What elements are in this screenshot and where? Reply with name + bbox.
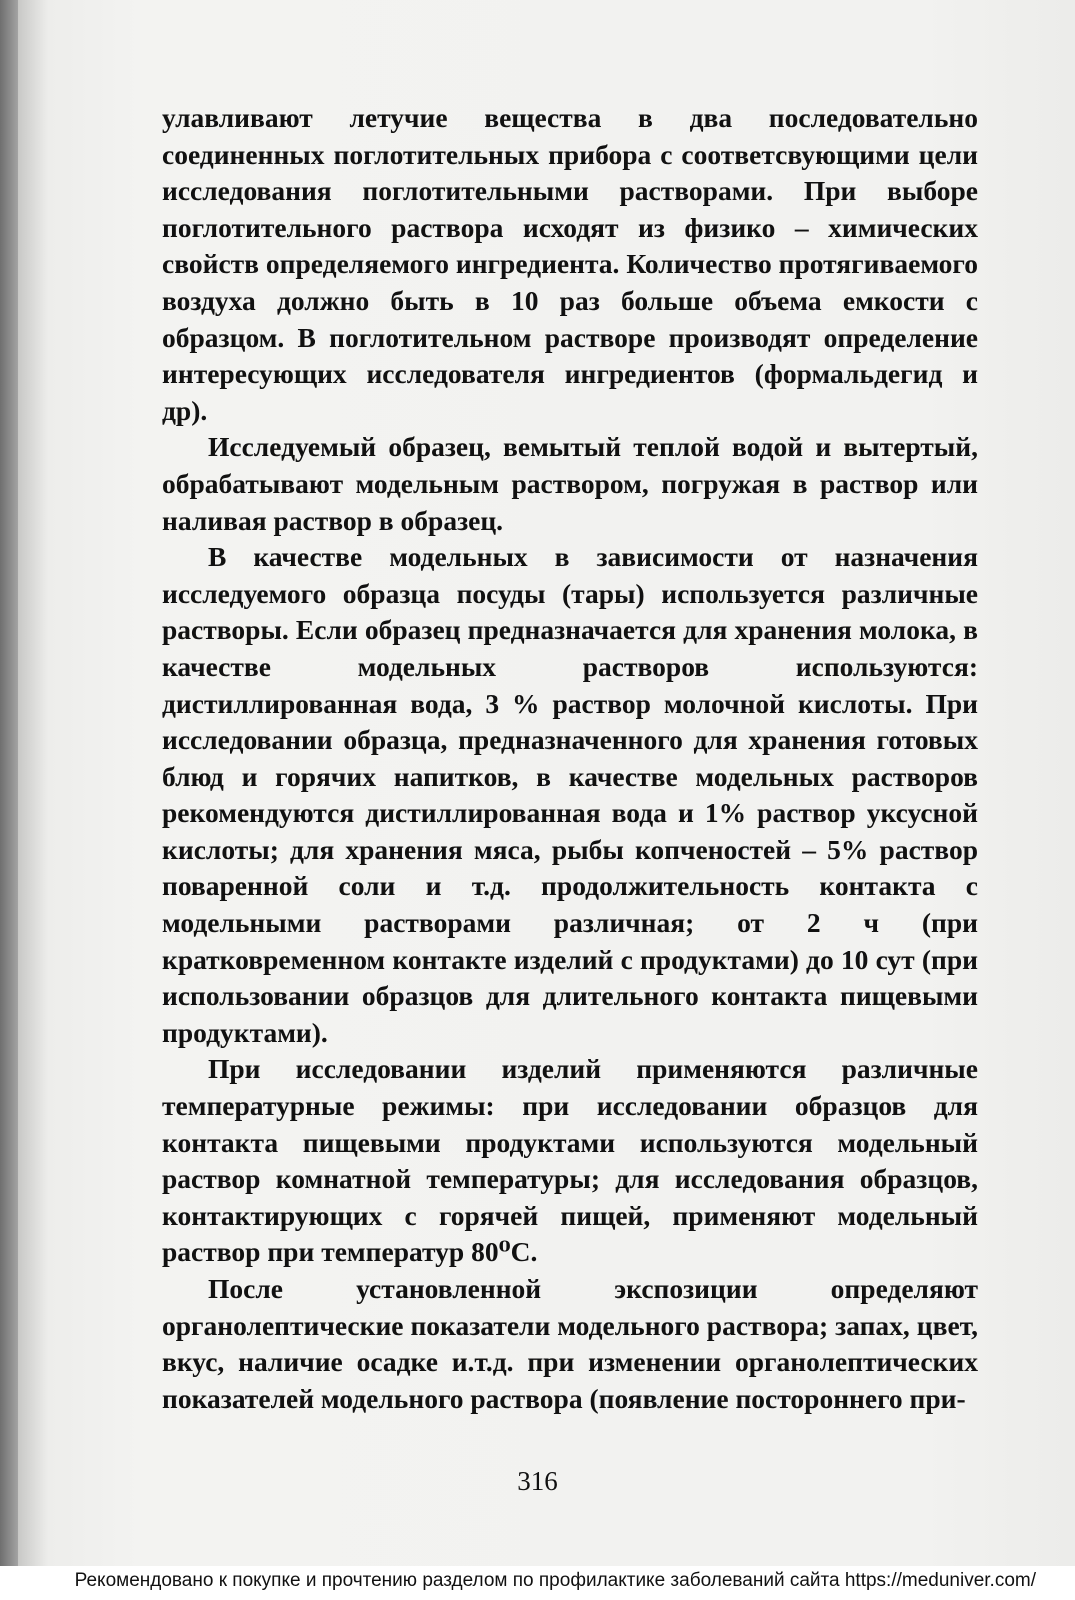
paragraph-5: После установленной экспозиции определяют органолептические показатели модельного раствора; запах, цвет, вкус, наличие осадке и.т.д. при изменении органолептических показателей модельного раствора (появление постороннего при- [162,1273,978,1414]
paragraph-2: Исследуемый образец, вемытый теплой водой и вытертый, обрабатывают модельным раствором, погружая в раствор или наливая раствор в образец. [162,431,978,536]
body-text [162,100,978,1417]
paragraph-4: При исследовании изделий применяются различные температурные режимы: при исследовании образцов для контакта пищевыми продуктами используются модельный раствор комнатной температуры; для исследования образцов, контактирующих с горячей пищей, применяют модельный раствор при температур 80⁰С. [162,1053,978,1268]
paragraph-1: улавливают летучие вещества в два последовательно соединенных поглотительных прибора с соответсвующими цели исследования поглотительными растворами. При выборе поглотительного раствора исходят из физико – химических свойств определяемого ингредиента. Количество протягиваемого воздуха должно быть в 10 раз больше объема емкости с образцом. В поглотительном растворе производят определение интересующих исследователя ингредиентов (формальдегид и др). [162,102,978,426]
footer-note: Рекомендовано к покупке и прочтению разделом по профилактике заболеваний сайта https://meduniver.com/ [0,1569,1036,1591]
page-edge-shadow [0,0,18,1600]
paragraph-3: В качестве модельных в зависимости от назначения исследуемого образца посуды (тары) используется различные растворы. Если образец предназначается для хранения молока, в качестве модельных растворов используются: дистиллированная вода, 3 % раствор молочной кислоты. При исследовании образца, предназначенного для хранения готовых блюд и горячих напитков, в качестве модельных растворов рекомендуются дистиллированная вода и 1% раствор уксусной кислоты; для хранения мяса, рыбы копченостей – 5% раствор поваренной соли и т.д. продолжительность контакта с модельными растворами различная; от 2 ч (при кратковременном контакте изделий с продуктами) до 10 сут (при использовании образцов для длительного контакта пищевыми продуктами). [162,541,978,1048]
page-number: 316 [517,1466,558,1496]
